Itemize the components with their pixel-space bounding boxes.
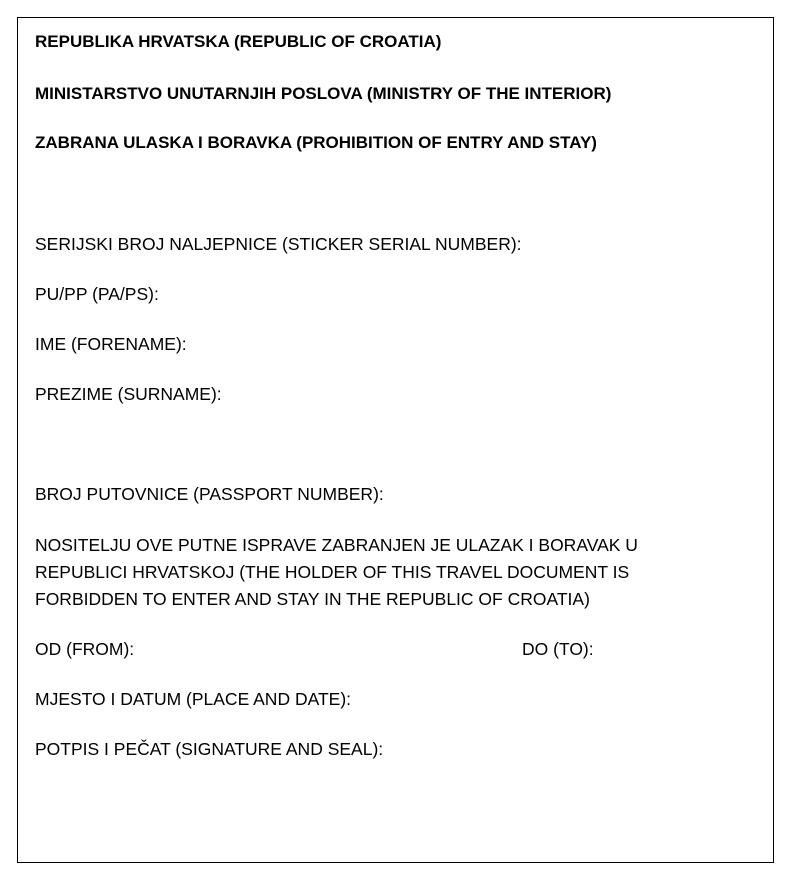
form-title: ZABRANA ULASKA I BORAVKA (PROHIBITION OF ENTRY AND STAY) (35, 133, 597, 152)
prohibition-statement-line-3: FORBIDDEN TO ENTER AND STAY IN THE REPUBLIC OF CROATIA) (35, 589, 590, 609)
pa-ps-label: PU/PP (PA/PS): (35, 284, 159, 304)
surname-label: PREZIME (SURNAME): (35, 384, 222, 404)
place-and-date-label: MJESTO I DATUM (PLACE AND DATE): (35, 689, 352, 709)
signature-and-seal-label: POTPIS I PEČAT (SIGNATURE AND SEAL): (35, 739, 384, 759)
entry-prohibition-form (17, 17, 774, 863)
passport-number-label: BROJ PUTOVNICE (PASSPORT NUMBER): (35, 484, 384, 504)
from-label: OD (FROM): (35, 639, 135, 659)
country-heading: REPUBLIKA HRVATSKA (REPUBLIC OF CROATIA) (35, 32, 442, 51)
sticker-serial-number-label: SERIJSKI BROJ NALJEPNICE (STICKER SERIAL NUMBER): (35, 234, 522, 254)
prohibition-statement-line-1: NOSITELJU OVE PUTNE ISPRAVE ZABRANJEN JE ULAZAK I BORAVAK U (35, 535, 638, 555)
ministry-heading: MINISTARSTVO UNUTARNJIH POSLOVA (MINISTRY OF THE INTERIOR) (35, 84, 612, 103)
prohibition-statement-line-2: REPUBLICI HRVATSKOJ (THE HOLDER OF THIS TRAVEL DOCUMENT IS (35, 562, 630, 582)
to-label: DO (TO): (522, 639, 594, 659)
forename-label: IME (FORENAME): (35, 334, 187, 354)
